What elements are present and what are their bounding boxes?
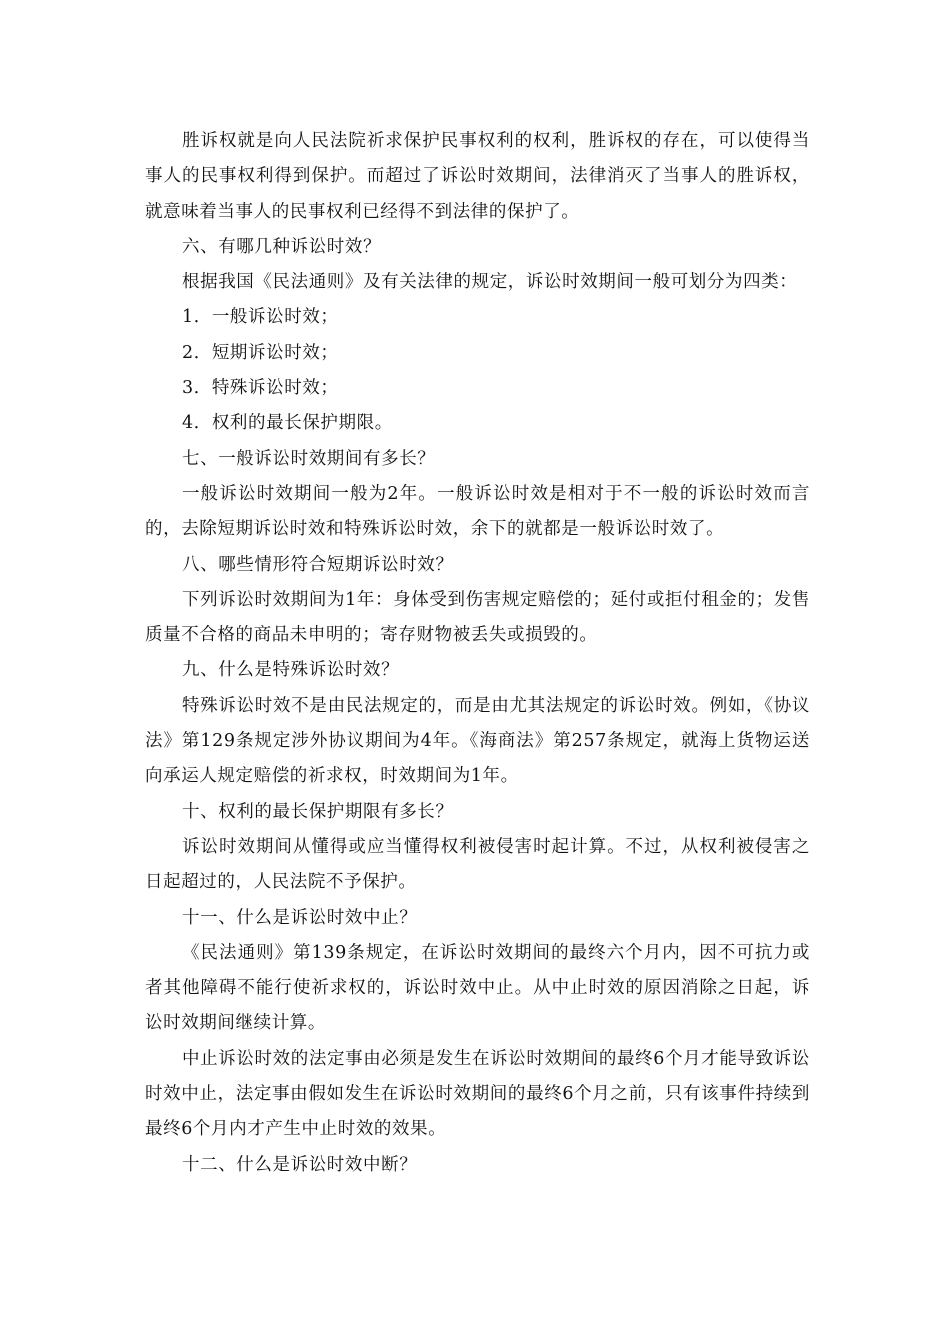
document-body xyxy=(145,124,810,1183)
heading-six: 六、有哪几种诉讼时效？ xyxy=(182,236,382,257)
list-item-2: 2．短期诉讼时效； xyxy=(182,342,339,363)
heading-seven: 七、一般诉讼时效期间有多长？ xyxy=(182,448,436,469)
heading-nine: 九、什么是特殊诉讼时效？ xyxy=(182,660,400,681)
paragraph-suspension: 《民法通则》第139条规定，在诉讼时效期间的最终六个月内，因不可抗力或者其他障碍不能行使祈求权的，诉讼时效中止。从中止时效的原因消除之日起，诉讼时效期间继续计算。 xyxy=(145,942,810,1034)
paragraph-short-period: 下列诉讼时效期间为1年：身体受到伤害规定赔偿的；延付或拒付租金的；发售质量不合格的商品未申明的；寄存财物被丢失或损毁的。 xyxy=(145,589,810,646)
heading-twelve: 十二、什么是诉讼时效中断？ xyxy=(182,1154,418,1175)
paragraph-general-period: 一般诉讼时效期间一般为2年。一般诉讼时效是相对于不一般的诉讼时效而言的，去除短期诉讼时效和特殊诉讼时效，余下的就都是一般诉讼时效了。 xyxy=(145,483,810,540)
list-item-4: 4．权利的最长保护期限。 xyxy=(182,413,393,434)
paragraph-special-period: 特殊诉讼时效不是由民法规定的，而是由尤其法规定的诉讼时效。例如，《协议法》第129条规定涉外协议期间为4年。《海商法》第257条规定，就海上货物运送向承运人规定赔偿的祈求权，时效期间为1年。 xyxy=(145,695,810,787)
paragraph-winning-right: 胜诉权就是向人民法院祈求保护民事权利的权利，胜诉权的存在，可以使得当事人的民事权利得到保护。而超过了诉讼时效期间，法律消灭了当事人的胜诉权，就意味着当事人的民事权利已经得不到法律的保护了。 xyxy=(145,131,810,222)
heading-eight: 八、哪些情形符合短期诉讼时效？ xyxy=(182,554,454,575)
paragraph-suspension-cause: 中止诉讼时效的法定事由必须是发生在诉讼时效期间的最终6个月才能导致诉讼时效中止，法定事由假如发生在诉讼时效期间的最终6个月之前，只有该事件持续到最终6个月内才产生中止时效的效果。 xyxy=(145,1048,810,1140)
heading-ten: 十、权利的最长保护期限有多长？ xyxy=(182,801,454,822)
heading-eleven: 十一、什么是诉讼时效中止？ xyxy=(182,907,418,928)
list-item-1: 1．一般诉讼时效； xyxy=(182,307,339,328)
paragraph-classification: 根据我国《民法通则》及有关法律的规定，诉讼时效期间一般可划分为四类： xyxy=(182,272,798,293)
list-item-3: 3．特殊诉讼时效； xyxy=(182,378,339,399)
paragraph-longest-protection: 诉讼时效期间从懂得或应当懂得权利被侵害时起计算。不过，从权利被侵害之日起超过的，人民法院不予保护。 xyxy=(145,836,810,893)
